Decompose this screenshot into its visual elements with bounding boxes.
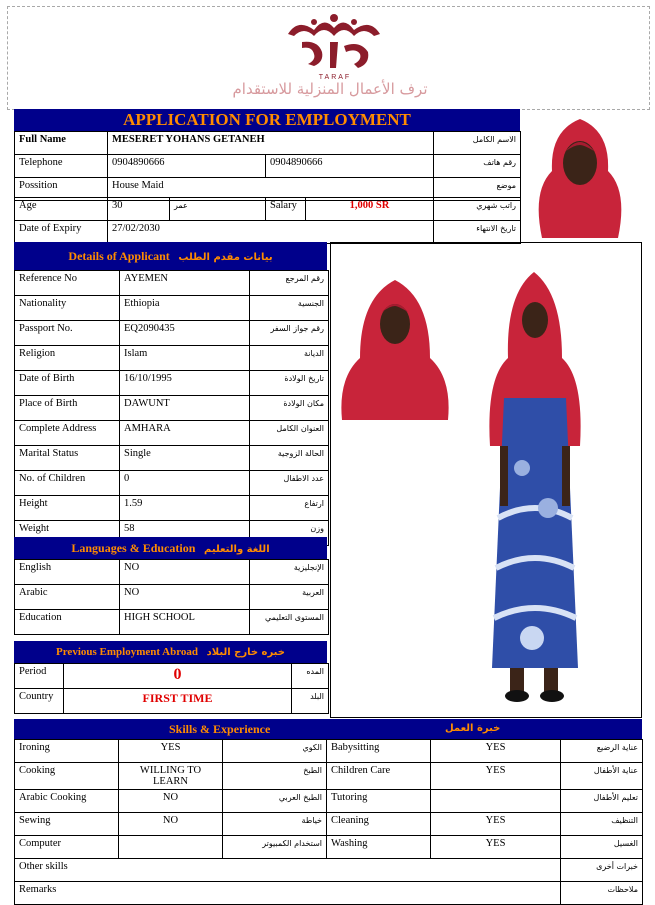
salary-label: Salary: [266, 198, 306, 221]
skill-label: Babysitting: [327, 740, 431, 763]
skill-label-ar: الطبخ: [223, 763, 327, 790]
details-heading-en: Details of Applicant: [68, 249, 170, 263]
age-salary-table: [14, 197, 521, 244]
telephone-label: Telephone: [15, 155, 108, 178]
detail-label: Passport No.: [15, 321, 120, 346]
skill-label: Arabic Cooking: [15, 790, 119, 813]
skill-label-ar: الغسيل: [561, 836, 643, 859]
skill-row: [15, 836, 643, 859]
detail-label: Complete Address: [15, 421, 120, 446]
detail-value: 16/10/1995: [120, 371, 250, 396]
details-row: [15, 296, 329, 321]
skill-label-ar: عناية الرضيع: [561, 740, 643, 763]
detail-value: 0: [120, 471, 250, 496]
logo-arabic-name: ترف الأعمال المنزلية للاستقدام: [232, 80, 428, 98]
details-row: [15, 471, 329, 496]
detail-value: DAWUNT: [120, 396, 250, 421]
skill-label: Sewing: [15, 813, 119, 836]
skill-value: YES: [119, 740, 223, 763]
skill-label-ar: تعليم الأطفال: [561, 790, 643, 813]
full-name-label: Full Name: [15, 132, 108, 155]
skill-label-ar: الكوي: [223, 740, 327, 763]
age-label: Age: [15, 198, 108, 221]
taraf-logo: [278, 12, 390, 74]
languages-heading-ar: اللغة والتعليم: [204, 544, 270, 555]
language-label: Education: [15, 610, 120, 635]
other-skills-label-ar: خبرات أخرى: [561, 859, 643, 882]
detail-label: Reference No: [15, 271, 120, 296]
languages-table: [14, 559, 329, 635]
skill-value: [119, 836, 223, 859]
language-label: English: [15, 560, 120, 585]
detail-value: 1.59: [120, 496, 250, 521]
details-row: [15, 271, 329, 296]
detail-label-ar: الحالة الزوجية: [250, 446, 329, 471]
previous-heading-en: Previous Employment Abroad: [56, 646, 199, 658]
detail-value: 58: [120, 521, 250, 546]
language-row: [15, 560, 329, 585]
detail-label: Date of Birth: [15, 371, 120, 396]
remarks-label: Remarks: [15, 882, 561, 905]
skill-label-ar: الطبخ العربي: [223, 790, 327, 813]
language-label-ar: المستوى التعليمي: [250, 610, 329, 635]
full-name-label-ar: الاسم الكامل: [434, 132, 521, 155]
age-value: 30: [108, 198, 170, 221]
skill-row: [15, 763, 643, 790]
skill-label-ar: عناية الأطفال: [561, 763, 643, 790]
skill-row: [15, 740, 643, 763]
details-row: [15, 321, 329, 346]
detail-label: Height: [15, 496, 120, 521]
previous-heading-ar: خبره خارج البلاد: [206, 647, 285, 658]
details-row: [15, 446, 329, 471]
skill-value: YES: [431, 836, 561, 859]
detail-label: Place of Birth: [15, 396, 120, 421]
skill-label: Cooking: [15, 763, 119, 790]
language-row: [15, 585, 329, 610]
detail-label-ar: عدد الاطفال: [250, 471, 329, 496]
detail-label: No. of Children: [15, 471, 120, 496]
position-value: House Maid: [108, 178, 434, 201]
detail-label-ar: مكان الولادة: [250, 396, 329, 421]
details-row: [15, 421, 329, 446]
skills-heading: [14, 719, 642, 739]
period-label-ar: المده: [292, 664, 329, 689]
skill-label-ar: خياطة: [223, 813, 327, 836]
telephone-value-1: 0904890666: [108, 155, 266, 178]
full-body-photo: [482, 268, 588, 708]
skill-value: YES: [431, 813, 561, 836]
expiry-value: 27/02/2030: [108, 221, 434, 244]
detail-label: Marital Status: [15, 446, 120, 471]
details-heading: [14, 242, 327, 270]
skill-label: Tutoring: [327, 790, 431, 813]
language-row: [15, 610, 329, 635]
headshot-photo: [338, 268, 452, 420]
skill-value: NO: [119, 813, 223, 836]
expiry-label-ar: تاريخ الانتهاء: [434, 221, 521, 244]
detail-value: AYEMEN: [120, 271, 250, 296]
languages-heading: [14, 537, 327, 559]
details-table: [14, 270, 329, 546]
telephone-label-ar: رقم هاتف: [434, 155, 521, 178]
skill-label: Children Care: [327, 763, 431, 790]
position-label-ar: موضع: [434, 178, 521, 201]
language-value: HIGH SCHOOL: [120, 610, 250, 635]
detail-label-ar: ارتفاع: [250, 496, 329, 521]
skill-value: YES: [431, 740, 561, 763]
skill-label: Cleaning: [327, 813, 431, 836]
detail-value: AMHARA: [120, 421, 250, 446]
detail-label-ar: رقم المرجع: [250, 271, 329, 296]
detail-value: Ethiopia: [120, 296, 250, 321]
salary-label-ar: راتب شهري: [434, 198, 521, 221]
detail-value: Islam: [120, 346, 250, 371]
period-value: 0: [64, 664, 292, 689]
passport-photo: [522, 111, 638, 238]
detail-label: Weight: [15, 521, 120, 546]
logo-wordmark: TARAF: [318, 74, 352, 81]
details-row: [15, 496, 329, 521]
telephone-value-2: 0904890666: [266, 155, 434, 178]
salary-value: 1,000 SR: [306, 198, 434, 221]
skill-label: Washing: [327, 836, 431, 859]
country-label-ar: البلد: [292, 689, 329, 714]
skill-label: Computer: [15, 836, 119, 859]
skill-label: Ironing: [15, 740, 119, 763]
languages-heading-en: Languages & Education: [71, 541, 196, 555]
skill-value: NO: [119, 790, 223, 813]
detail-label: Religion: [15, 346, 120, 371]
language-label: Arabic: [15, 585, 120, 610]
detail-label-ar: الجنسية: [250, 296, 329, 321]
remarks-label-ar: ملاحظات: [561, 882, 643, 905]
skill-label-ar: التنظيف: [561, 813, 643, 836]
other-skills-label: Other skills: [15, 859, 561, 882]
skills-heading-en: Skills & Experience: [169, 722, 271, 736]
detail-label-ar: الديانة: [250, 346, 329, 371]
previous-table: [14, 663, 329, 714]
country-value: FIRST TIME: [64, 689, 292, 714]
skill-value: WILLING TO LEARN: [119, 763, 223, 790]
form-title: APPLICATION FOR EMPLOYMENT: [14, 109, 520, 131]
skill-value: [431, 790, 561, 813]
details-row: [15, 346, 329, 371]
skill-value: YES: [431, 763, 561, 790]
expiry-label: Date of Expiry: [15, 221, 108, 244]
language-value: NO: [120, 585, 250, 610]
position-label: Possition: [15, 178, 108, 201]
age-label-ar: عمر: [170, 198, 266, 221]
language-value: NO: [120, 560, 250, 585]
skill-label-ar: استخدام الكمبيوتر: [223, 836, 327, 859]
details-row: [15, 396, 329, 421]
detail-label-ar: العنوان الكامل: [250, 421, 329, 446]
detail-value: Single: [120, 446, 250, 471]
personal-info-table: [14, 131, 521, 201]
language-label-ar: الإنجليزية: [250, 560, 329, 585]
skill-row: [15, 813, 643, 836]
previous-heading: [14, 641, 327, 663]
detail-label-ar: رقم جواز السفر: [250, 321, 329, 346]
details-row: [15, 371, 329, 396]
country-label: Country: [15, 689, 64, 714]
details-heading-ar: بيانات مقدم الطلب: [178, 252, 273, 263]
detail-label: Nationality: [15, 296, 120, 321]
language-label-ar: العربية: [250, 585, 329, 610]
full-name-value: MESERET YOHANS GETANEH: [108, 132, 434, 155]
detail-value: EQ2090435: [120, 321, 250, 346]
detail-label-ar: تاريخ الولادة: [250, 371, 329, 396]
skills-table: [14, 739, 643, 905]
skills-heading-ar: خبرة العمل: [445, 723, 501, 734]
period-label: Period: [15, 664, 64, 689]
skill-row: [15, 790, 643, 813]
detail-label-ar: وزن: [250, 521, 329, 546]
